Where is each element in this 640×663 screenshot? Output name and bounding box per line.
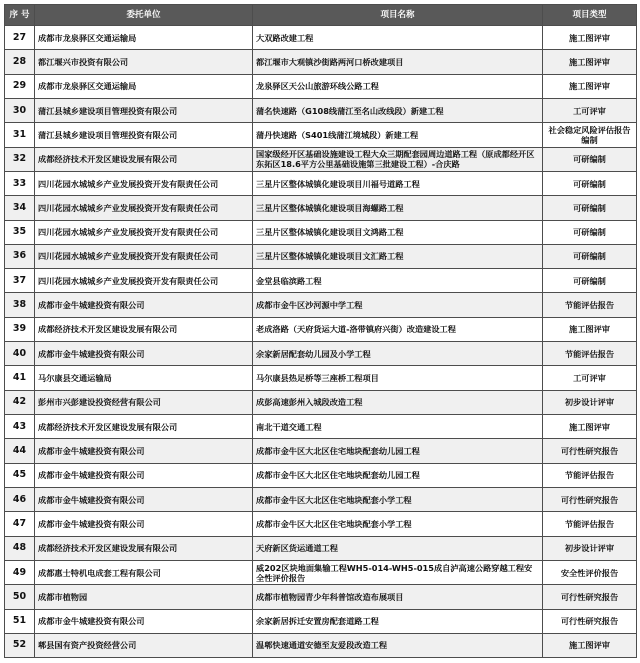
client-cell: 四川花园水城城乡产业发展投资开发有限责任公司	[35, 220, 253, 244]
type-cell: 初步设计评审	[543, 390, 637, 414]
client-cell: 都江堰兴市投资有限公司	[35, 50, 253, 74]
client-cell: 成都市龙泉驿区交通运输局	[35, 26, 253, 50]
table-row	[5, 26, 637, 50]
type-cell: 节能评估报告	[543, 512, 637, 536]
type-cell: 可行性研究报告	[543, 585, 637, 609]
client-cell: 四川花园水城城乡产业发展投资开发有限责任公司	[35, 244, 253, 268]
type-cell: 可行性研究报告	[543, 609, 637, 633]
project-cell: 温郫快速通道安德至友爱段改造工程	[253, 633, 543, 657]
client-cell: 成都惠士特机电成套工程有限公司	[35, 560, 253, 584]
type-cell: 可研编制	[543, 220, 637, 244]
project-cell: 威202区块地面集输工程WH5-014-WH5-015成自泸高速公路穿越工程安全性评价报告	[253, 560, 543, 584]
table-row	[5, 560, 637, 584]
row-number: 44	[5, 439, 35, 463]
client-cell: 成都经济技术开发区建设发展有限公司	[35, 415, 253, 439]
project-cell: 三星片区整体城镇化建设项目川福号道路工程	[253, 171, 543, 195]
table-body	[5, 26, 637, 658]
table-row	[5, 390, 637, 414]
header-client: 委托单位	[35, 5, 253, 26]
project-cell: 都江堰市大观镇沙街路两河口桥改建项目	[253, 50, 543, 74]
project-cell: 成都市金牛区大北区住宅地块配套小学工程	[253, 512, 543, 536]
row-number: 42	[5, 390, 35, 414]
type-cell: 施工图评审	[543, 74, 637, 98]
type-cell: 节能评估报告	[543, 342, 637, 366]
project-cell: 成彭高速彭州入城段改造工程	[253, 390, 543, 414]
row-number: 31	[5, 123, 35, 147]
header-project: 项目名称	[253, 5, 543, 26]
client-cell: 成都市金牛城建投资有限公司	[35, 609, 253, 633]
table-row	[5, 536, 637, 560]
client-cell: 四川花园水城城乡产业发展投资开发有限责任公司	[35, 171, 253, 195]
project-cell: 成都市金牛区大北区住宅地块配套幼儿园工程	[253, 463, 543, 487]
type-cell: 可研编制	[543, 147, 637, 171]
row-number: 45	[5, 463, 35, 487]
row-number: 35	[5, 220, 35, 244]
type-cell: 社会稳定风险评估报告编制	[543, 123, 637, 147]
row-number: 43	[5, 415, 35, 439]
client-cell: 马尔康县交通运输局	[35, 366, 253, 390]
row-number: 47	[5, 512, 35, 536]
client-cell: 成都市金牛城建投资有限公司	[35, 463, 253, 487]
client-cell: 成都市金牛城建投资有限公司	[35, 293, 253, 317]
client-cell: 四川花园水城城乡产业发展投资开发有限责任公司	[35, 196, 253, 220]
project-cell: 成都市植物园青少年科普馆改造布展项目	[253, 585, 543, 609]
project-cell: 大双路改建工程	[253, 26, 543, 50]
table-row	[5, 439, 637, 463]
project-cell: 马尔康县热足桥等三座桥工程项目	[253, 366, 543, 390]
client-cell: 成都经济技术开发区建设发展有限公司	[35, 147, 253, 171]
table-header-row	[5, 5, 637, 26]
project-cell: 余家新居配套幼儿园及小学工程	[253, 342, 543, 366]
header-serial: 序 号	[5, 5, 35, 26]
table-row	[5, 512, 637, 536]
table-row	[5, 366, 637, 390]
table-row	[5, 633, 637, 657]
project-cell: 老成洛路（天府货运大道-洛带镇府兴街）改造建设工程	[253, 317, 543, 341]
type-cell: 施工图评审	[543, 26, 637, 50]
table-row	[5, 269, 637, 293]
table-row	[5, 585, 637, 609]
header-type: 项目类型	[543, 5, 637, 26]
client-cell: 彭州市兴彭建设投资经营有限公司	[35, 390, 253, 414]
type-cell: 节能评估报告	[543, 463, 637, 487]
project-cell: 天府新区货运通道工程	[253, 536, 543, 560]
table-row	[5, 293, 637, 317]
type-cell: 施工图评审	[543, 415, 637, 439]
client-cell: 成都市金牛城建投资有限公司	[35, 342, 253, 366]
project-cell: 成都市金牛区大北区住宅地块配套幼儿园工程	[253, 439, 543, 463]
type-cell: 可研编制	[543, 269, 637, 293]
type-cell: 初步设计评审	[543, 536, 637, 560]
project-cell: 南北干道交通工程	[253, 415, 543, 439]
row-number: 37	[5, 269, 35, 293]
row-number: 28	[5, 50, 35, 74]
row-number: 29	[5, 74, 35, 98]
table-row	[5, 487, 637, 511]
row-number: 30	[5, 98, 35, 122]
client-cell: 蒲江县城乡建设项目管理投资有限公司	[35, 98, 253, 122]
row-number: 48	[5, 536, 35, 560]
row-number: 38	[5, 293, 35, 317]
table-row	[5, 196, 637, 220]
client-cell: 成都市金牛城建投资有限公司	[35, 439, 253, 463]
type-cell: 工可评审	[543, 98, 637, 122]
table-row	[5, 123, 637, 147]
type-cell: 节能评估报告	[543, 293, 637, 317]
client-cell: 成都市植物园	[35, 585, 253, 609]
table-row	[5, 609, 637, 633]
type-cell: 可研编制	[543, 171, 637, 195]
type-cell: 施工图评审	[543, 317, 637, 341]
row-number: 34	[5, 196, 35, 220]
table-row	[5, 463, 637, 487]
type-cell: 工可评审	[543, 366, 637, 390]
client-cell: 四川花园水城城乡产业发展投资开发有限责任公司	[35, 269, 253, 293]
type-cell: 施工图评审	[543, 633, 637, 657]
type-cell: 可行性研究报告	[543, 487, 637, 511]
table-row	[5, 171, 637, 195]
table-row	[5, 50, 637, 74]
row-number: 39	[5, 317, 35, 341]
project-cell: 龙泉驿区天公山旅游环线公路工程	[253, 74, 543, 98]
row-number: 40	[5, 342, 35, 366]
type-cell: 施工图评审	[543, 50, 637, 74]
row-number: 52	[5, 633, 35, 657]
project-cell: 成都市金牛区大北区住宅地块配套小学工程	[253, 487, 543, 511]
client-cell: 蒲江县城乡建设项目管理投资有限公司	[35, 123, 253, 147]
project-cell: 三星片区整体城镇化建设项目文鸿路工程	[253, 220, 543, 244]
project-cell: 蒲名快速路（G108线蒲江至名山改线段）新建工程	[253, 98, 543, 122]
table-row	[5, 74, 637, 98]
project-cell: 三星片区整体城镇化建设项目文汇路工程	[253, 244, 543, 268]
row-number: 33	[5, 171, 35, 195]
client-cell: 成都市金牛城建投资有限公司	[35, 512, 253, 536]
type-cell: 可研编制	[543, 196, 637, 220]
project-cell: 蒲丹快速路（S401线蒲江境城段）新建工程	[253, 123, 543, 147]
row-number: 50	[5, 585, 35, 609]
table-row	[5, 98, 637, 122]
table-row	[5, 342, 637, 366]
client-cell: 成都市龙泉驿区交通运输局	[35, 74, 253, 98]
row-number: 49	[5, 560, 35, 584]
type-cell: 可行性研究报告	[543, 439, 637, 463]
row-number: 27	[5, 26, 35, 50]
table-row	[5, 415, 637, 439]
client-cell: 成都市金牛城建投资有限公司	[35, 487, 253, 511]
type-cell: 可研编制	[543, 244, 637, 268]
client-cell: 成都经济技术开发区建设发展有限公司	[35, 536, 253, 560]
project-cell: 余家新居拆迁安置房配套道路工程	[253, 609, 543, 633]
row-number: 32	[5, 147, 35, 171]
project-cell: 国家级经开区基础设施建设工程大众三期配套园周边道路工程（原成都经开区东拓区18.6平方公里基础设施第三批建设工程）-合庆路	[253, 147, 543, 171]
project-table	[4, 4, 637, 658]
table-row	[5, 244, 637, 268]
row-number: 46	[5, 487, 35, 511]
project-cell: 金堂县临滨路工程	[253, 269, 543, 293]
table-row	[5, 317, 637, 341]
table-row	[5, 220, 637, 244]
table-row	[5, 147, 637, 171]
row-number: 51	[5, 609, 35, 633]
client-cell: 郫县国有资产投资经营公司	[35, 633, 253, 657]
row-number: 36	[5, 244, 35, 268]
type-cell: 安全性评价报告	[543, 560, 637, 584]
row-number: 41	[5, 366, 35, 390]
client-cell: 成都经济技术开发区建设发展有限公司	[35, 317, 253, 341]
project-cell: 成都市金牛区沙河源中学工程	[253, 293, 543, 317]
project-cell: 三星片区整体城镇化建设项目海螺路工程	[253, 196, 543, 220]
